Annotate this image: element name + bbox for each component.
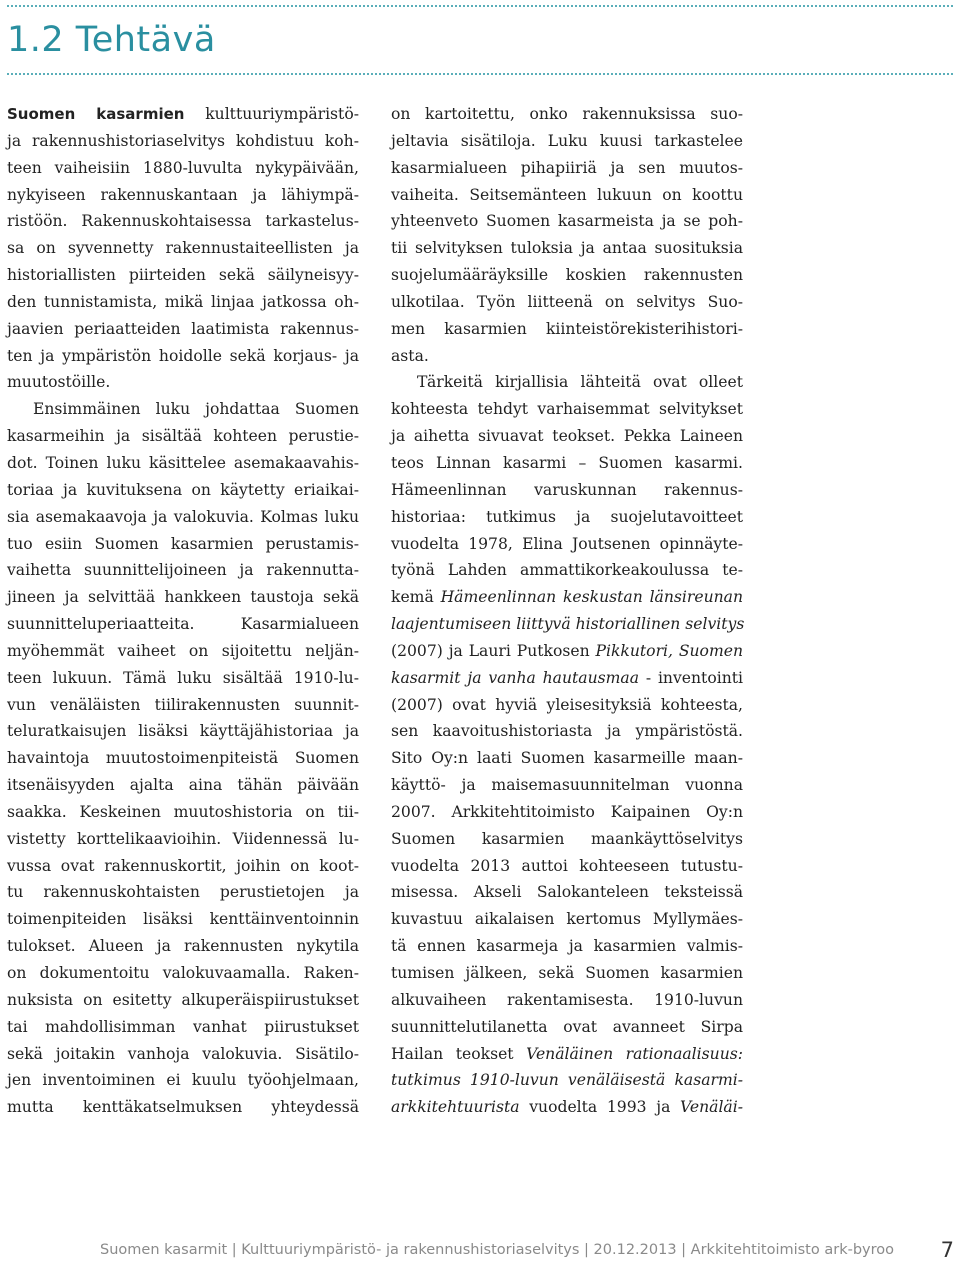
body-line: ulkotilaa. Työn liitteenä on selvitys Suo- [391, 292, 743, 311]
body-line: kohteesta tehdyt varhaisemmat selvitykset [391, 400, 743, 419]
body-line: den tunnistamista, mikä linjaa jatkossa oh- [7, 292, 359, 311]
body-line: on dokumentoitu valokuvaamalla. Raken- [7, 964, 359, 982]
italic-book-title: tutkimus 1910-luvun venäläisestä kasarmi- [391, 1071, 743, 1090]
italic-book-title: Venäläi- [680, 1098, 743, 1117]
body-line: vussa ovat rakennuskortit, joihin on koot- [7, 856, 359, 875]
body-line: suunnitteluperiaatteita. Kasarmialueen [7, 615, 359, 634]
body-line: nuksista on esitetty alkuperäispiirustukset [7, 990, 359, 1009]
body-line: Hämeenlinnan varuskunnan rakennus- [391, 480, 743, 499]
body-line: jeltavia sisätiloja. Luku kuusi tarkastelee [391, 131, 743, 150]
body-line: historiallisten piirteiden sekä säilyneisyy- [7, 266, 359, 285]
body-line: (2007) ovat hyviä yleisesityksiä kohteesta, [391, 695, 743, 714]
body-line [391, 611, 743, 638]
body-line [391, 1067, 743, 1094]
body-line: dot. Toinen luku käsittelee asemakaavahis- [7, 453, 359, 472]
body-line: saakka. Keskeinen muutoshistoria on tii- [7, 802, 359, 821]
body-line: jen inventoiminen ei kuulu työohjelmaan, [7, 1071, 359, 1090]
body-line: ja aihetta sivuavat teokset. Pekka Laineen [391, 427, 743, 446]
body-line: mutta kenttäkatselmuksen yhteydessä [7, 1098, 359, 1117]
page-number: 7 [940, 1238, 954, 1262]
italic-book-title: laajentumiseen liittyvä historiallinen selvitys [391, 615, 745, 634]
body-line: tai mahdollisimman vanhat piirustukset [7, 1017, 359, 1036]
body-line: ristöön. Rakennuskohtaisessa tarkastelus- [7, 212, 359, 231]
body-line: men kasarmien kiinteistörekisterihistori- [391, 319, 743, 338]
body-line: sekä joitakin vanhoja valokuvia. Sisätilo- [7, 1044, 359, 1063]
body-line: yhteenveto Suomen kasarmeista ja se poh- [391, 212, 743, 231]
body-line: vistetty korttelikaavioihin. Viidennessä lu- [7, 829, 359, 848]
body-line: ja rakennushistoriaselvitys kohdistuu koh- [7, 131, 359, 150]
body-line: tulokset. Alueen ja rakennusten nykytila [7, 937, 359, 956]
page-footer [0, 1238, 960, 1263]
body-line: teos Linnan kasarmi – Suomen kasarmi. [391, 453, 743, 472]
page-title: 1.2 Tehtävä [7, 20, 216, 60]
body-line: on kartoitettu, onko rakennuksissa suo- [391, 105, 743, 123]
body-line: havaintoja muutostoimenpiteistä Suomen [7, 749, 359, 768]
title-dotted-rule [7, 73, 953, 75]
italic-book-title: kasarmit ja vanha hautausmaa [391, 668, 640, 687]
body-line: ten ja ympäristön hoidolle sekä korjaus- ja [7, 346, 359, 365]
body-line: misessa. Akseli Salokanteleen teksteissä [391, 883, 743, 902]
body-line: myöhemmät vaiheet on sijoitettu neljän- [7, 641, 359, 660]
body-line: tu rakennuskohtaisten perustietojen ja [7, 883, 359, 902]
body-line: toimenpiteiden lisäksi kenttäinventoinnin [7, 910, 359, 929]
body-line: alkuvaiheen rakentamisesta. 1910-luvun [391, 990, 743, 1009]
top-dotted-rule [7, 5, 953, 7]
body-line: Ensimmäinen luku johdattaa Suomen [33, 400, 359, 419]
body-line: Hailan teokset Venäläinen rationaalisuus: [391, 1044, 743, 1063]
body-line: kuvastuu aikalaisen kertomus Myllymäes- [391, 910, 743, 929]
footer-running-text: Suomen kasarmit | Kulttuuriympäristö- ja rakennushistoriaselvitys | 20.12.2013 | Arkkitehtitoimisto ark-byroo [100, 1242, 894, 1258]
body-line: vaihetta suunnittelijoineen ja rakennutta- [7, 561, 359, 580]
body-line: sia asemakaavoja ja valokuvia. Kolmas luku [7, 507, 359, 526]
body-line: työnä Lahden ammattikorkeakoulussa te- [391, 561, 743, 580]
body-line: vuodelta 1978, Elina Joutsenen opinnäyte- [391, 534, 743, 553]
body-line: jaavien periaatteiden laatimista rakennus- [7, 319, 359, 338]
body-line: suojelumääräyksille koskien rakennusten [391, 266, 743, 285]
body-line: sen kaavoitushistoriasta ja ympäristöstä. [391, 722, 743, 741]
body-line: tii selvityksen tuloksia ja antaa suosituksia [391, 239, 743, 258]
body-line: itsenäisyyden ajalta aina tähän päivään [7, 776, 359, 795]
body-line: (2007) ja Lauri Putkosen Pikkutori, Suomen [391, 641, 744, 660]
body-line: Sito Oy:n laati Suomen kasarmeille maan- [391, 749, 743, 768]
body-line: toriaa ja kuvituksena on käytetty eriaikai- [7, 480, 359, 499]
body-line: arkkitehtuurista vuodelta 1993 ja Venäläi- [391, 1098, 743, 1117]
body-line: Suomen kasarmien maankäyttöselvitys [391, 829, 743, 848]
lead-bold-phrase: Suomen kasarmien [7, 105, 185, 123]
body-line: suunnittelutilanetta ovat avanneet Sirpa [391, 1017, 743, 1036]
body-line: muutostöille. [7, 373, 111, 392]
body-line: vun venäläisten tiilirakennusten suunnit- [7, 695, 359, 714]
body-line: käyttö- ja maisemasuunnitelman vuonna [391, 776, 743, 795]
body-line: jineen ja selvittää hankkeen taustoja sekä [7, 588, 359, 607]
body-line: asta. [391, 346, 429, 365]
body-line: vaiheita. Seitsemänteen lukuun on koottu [391, 185, 743, 204]
body-line: kasarmialueen pihapiiriä ja sen muutos- [391, 158, 743, 177]
body-line: nykyiseen rakennuskantaan ja lähiympä- [7, 185, 359, 204]
italic-book-title: Hämeenlinnan keskustan länsireunan [440, 588, 743, 607]
body-line: tumisen jälkeen, sekä Suomen kasarmien [391, 964, 743, 982]
body-line: 2007. Arkkitehtitoimisto Kaipainen Oy:n [391, 802, 743, 821]
body-line: teen vaiheisiin 1880-luvulta nykypäivään, [7, 158, 359, 177]
body-line: teluratkaisujen lisäksi käyttäjähistoriaa ja [7, 722, 359, 741]
italic-book-title: Venäläinen rationaalisuus: [526, 1044, 743, 1063]
body-line: vuodelta 2013 auttoi kohteeseen tutustu- [391, 856, 743, 875]
body-line: kemä Hämeenlinnan keskustan länsireunan [391, 588, 743, 607]
body-line: tä ennen kasarmeja ja kasarmien valmis- [391, 937, 743, 956]
right-text-column [391, 101, 743, 1121]
italic-book-title: arkkitehtuurista [391, 1098, 520, 1117]
body-line: kasarmit ja vanha hautausmaa - inventointi [391, 668, 743, 687]
body-line: kasarmeihin ja sisältää kohteen perustie- [7, 427, 359, 446]
body-line: tuo esiin Suomen kasarmien perustamis- [7, 534, 359, 553]
left-text-column [7, 101, 359, 1121]
body-line: sa on syvennetty rakennustaiteellisten ja [7, 239, 359, 258]
body-line: historiaa: tutkimus ja suojelutavoitteet [391, 507, 743, 526]
italic-book-title: Pikkutori, Suomen [595, 641, 744, 660]
body-line: Tärkeitä kirjallisia lähteitä ovat olleet [417, 373, 743, 392]
body-line: teen lukuun. Tämä luku sisältää 1910-lu- [7, 668, 359, 687]
body-line: Suomen kasarmien kulttuuriympäristö- [7, 105, 359, 123]
